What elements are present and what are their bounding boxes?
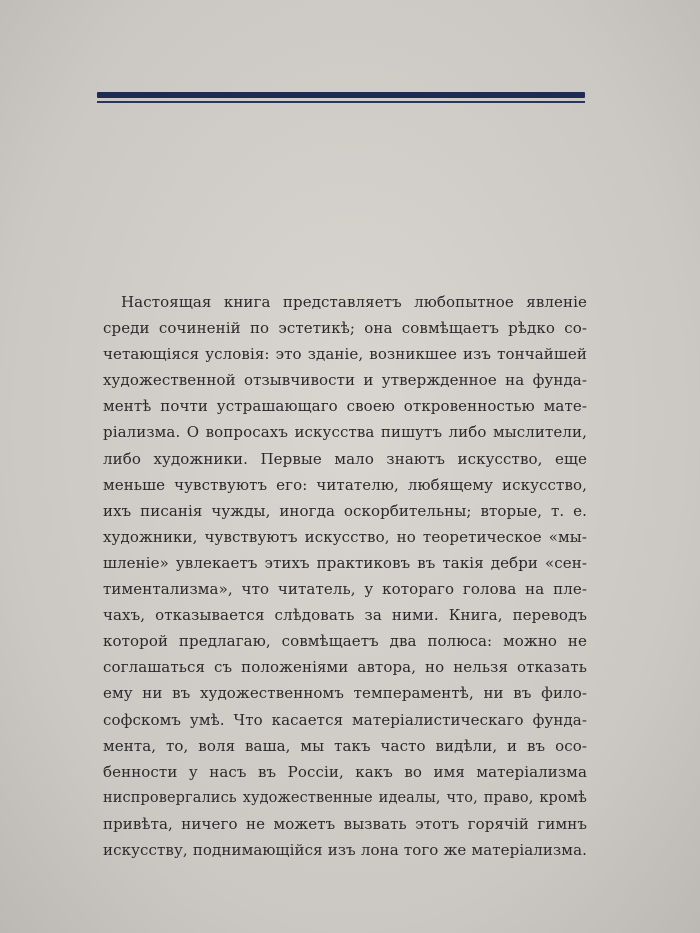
text-line: ріализма. О вопросахъ искусства пишутъ либо мыслители, <box>103 423 587 442</box>
text-line: ниспровергались художественные идеалы, что, право, кромѣ <box>103 789 587 806</box>
text-line: четающіяся условія: это зданіе, возникшее изъ тончайшей <box>103 345 587 364</box>
thin-rule-line <box>97 101 585 103</box>
text-line: тиментализма», что читатель, у котораго голова на пле- <box>103 580 587 599</box>
thick-rule-line <box>97 92 585 98</box>
text-line: которой предлагаю, совмѣщаетъ два полюса: можно не <box>103 632 587 651</box>
text-line: ему ни въ художественномъ темпераментѣ, ни въ фило- <box>103 684 587 703</box>
text-line: либо художники. Первые мало знаютъ искусство, еще <box>103 449 587 468</box>
text-line: Настоящая книга представляетъ любопытное явленіе <box>121 293 587 311</box>
text-line: ихъ писанія чужды, иногда оскорбительны; вторые, т. е. <box>103 501 587 520</box>
text-line: художники, чувствуютъ искусство, но теоретическое «мы- <box>103 527 587 546</box>
preface-paragraph <box>103 289 587 863</box>
text-line: бенности у насъ въ Россіи, какъ во имя матеріализма <box>103 762 587 781</box>
text-line: мента, то, воля ваша, мы такъ часто видѣли, и въ осо- <box>103 736 587 755</box>
text-line: искусству, поднимающійся изъ лона того же матеріализма. <box>103 840 587 859</box>
text-line: художественной отзывчивости и утвержденное на фунда- <box>103 371 587 390</box>
text-line: меньше чувствуютъ его: читателю, любящему искусство, <box>103 475 587 494</box>
text-line: соглашаться съ положеніями автора, но нельзя отказать <box>103 658 587 677</box>
text-line: шленіе» увлекаетъ этихъ практиковъ въ такія дебри «сен- <box>103 553 587 572</box>
text-line: ментѣ почти устрашающаго своею откровенностью мате- <box>103 397 587 416</box>
text-line: софскомъ умѣ. Что касается матеріалистическаго фунда- <box>103 710 587 729</box>
text-line: привѣта, ничего не можетъ вызвать этотъ горячій гимнъ <box>103 814 587 833</box>
text-line: чахъ, отказывается слѣдовать за ними. Книга, переводъ <box>103 606 587 625</box>
text-line: среди сочиненій по эстетикѣ; она совмѣщаетъ рѣдко со- <box>103 319 587 338</box>
header-ornamental-rule <box>97 92 585 103</box>
